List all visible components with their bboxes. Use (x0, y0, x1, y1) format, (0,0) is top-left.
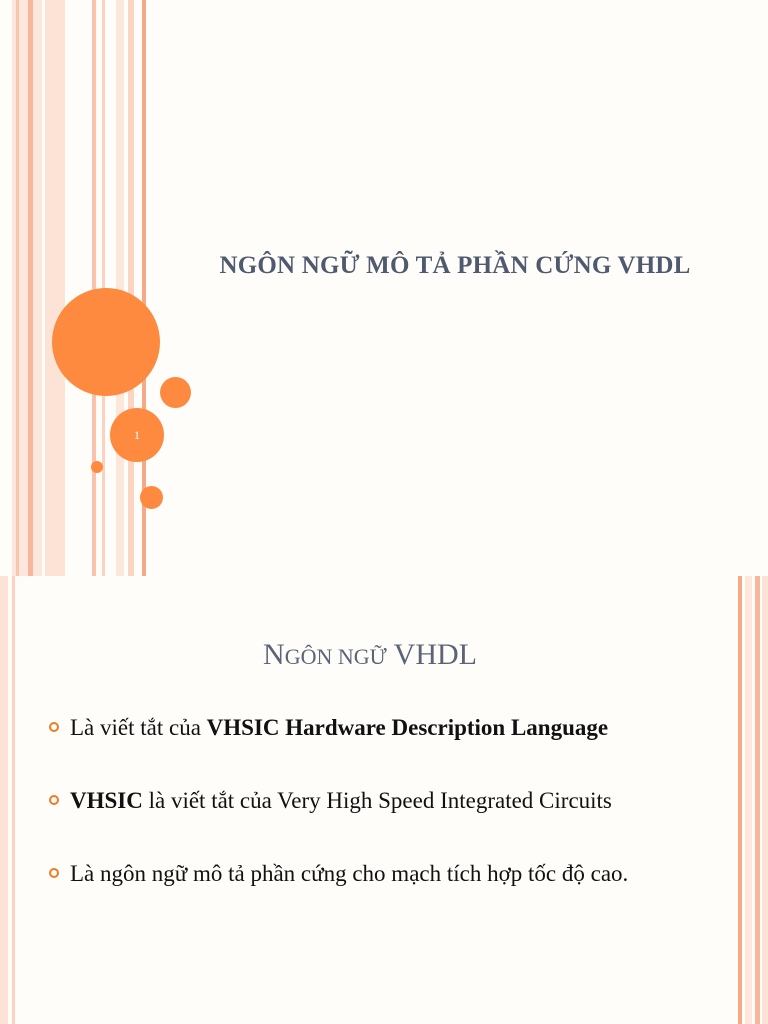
decorative-stripe (128, 0, 134, 576)
bullet-circle-icon (49, 795, 59, 805)
slide-title: NGÔN NGỮ MÔ TẢ PHẦN CỨNG VHDL (219, 252, 691, 279)
decorative-circle (160, 377, 191, 408)
decorative-stripe (45, 0, 65, 576)
bullet-circle-icon (49, 722, 59, 732)
decorative-stripe (28, 0, 33, 576)
bullet-item (46, 712, 702, 743)
slide-title (0, 638, 740, 672)
decorative-stripe (16, 0, 19, 576)
bullet-circle-icon (49, 868, 59, 878)
bullet-item (46, 785, 702, 816)
title-rest: VHDL (386, 638, 477, 671)
decorative-stripe (116, 0, 124, 576)
content-slide (0, 576, 768, 1024)
decorative-circle-large (52, 288, 160, 396)
bullet-text-bold: VHSIC Hardware Description Language (206, 715, 609, 740)
bullet-text: Là viết tắt của (70, 715, 207, 740)
title-first-letter: N (263, 638, 285, 671)
bullet-text: là viết tắt của Very High Speed Integrated Circuits (142, 788, 612, 813)
decorative-stripe (755, 576, 760, 1024)
bullet-text: Là ngôn ngữ mô tả phần cứng cho mạch tích hợp tốc độ cao. (70, 861, 629, 886)
title-small-caps: GÔN NGỮ (284, 644, 387, 669)
decorative-circle-small (91, 461, 103, 473)
bullet-text-bold: VHSIC (70, 788, 143, 813)
decorative-circle (140, 486, 163, 509)
bullet-item (46, 858, 702, 889)
bullet-list (46, 712, 702, 889)
decorative-stripe (762, 576, 768, 1024)
slide-number: 1 (134, 427, 140, 442)
decorative-stripe (745, 576, 752, 1024)
